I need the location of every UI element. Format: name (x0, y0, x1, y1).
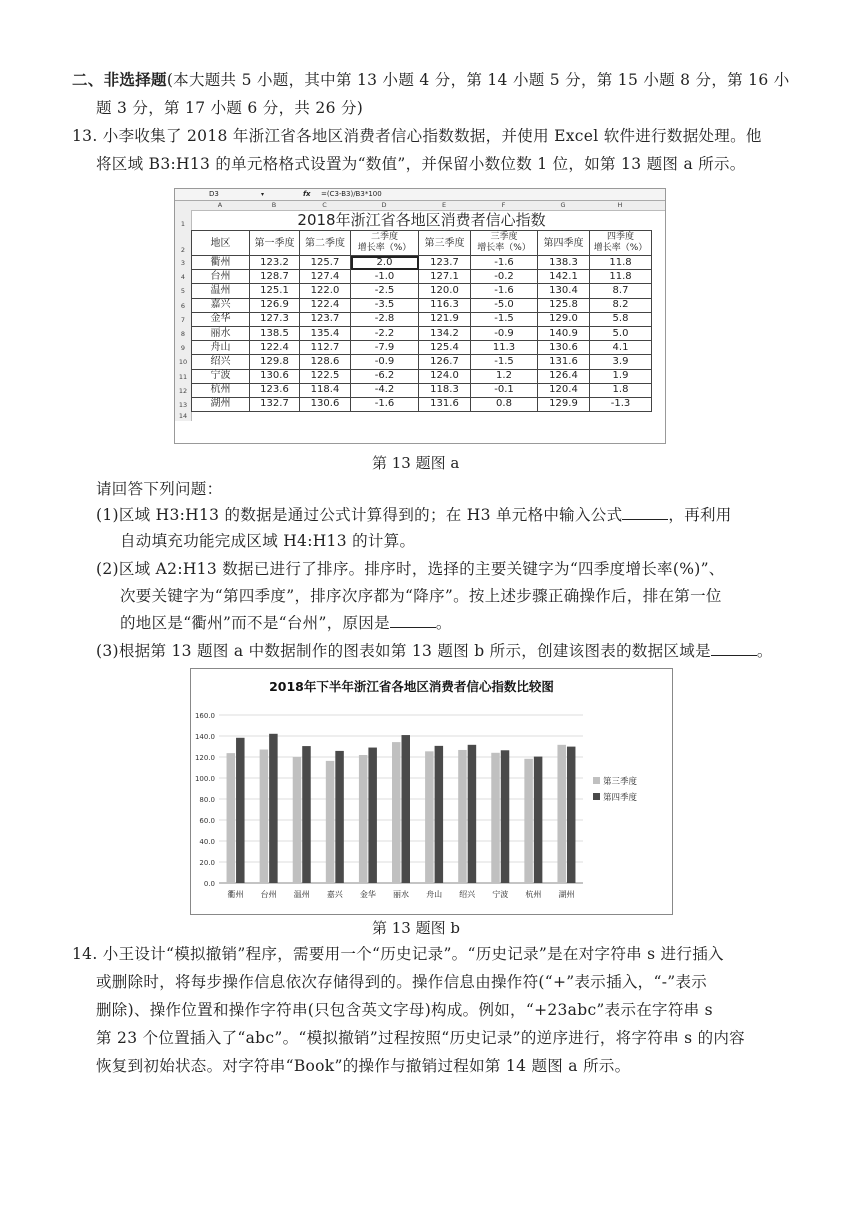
col-header: H (617, 201, 623, 209)
header-line: 增长率（%） (357, 243, 412, 253)
table-cell[interactable]: 金华 (192, 312, 250, 326)
q14-line3: 删除)、操作位置和操作字符串(只包含英文字母)构成。例如，“+23abc”表示在字符串 s (96, 1001, 713, 1019)
table-row (192, 355, 652, 369)
table-cell[interactable]: 126.4 (538, 369, 590, 383)
bar (458, 750, 467, 883)
table-cell[interactable]: 129.8 (250, 355, 300, 369)
table-row (192, 284, 652, 298)
legend-swatch (593, 777, 600, 784)
header-line: 三季度 (490, 232, 518, 242)
table-row (192, 326, 652, 340)
chart-title: 2018年下半年浙江省各地区消费者信心指数比较图 (269, 679, 554, 694)
q2-line3 (120, 611, 452, 633)
header-line: 增长率（%） (593, 243, 648, 253)
table-cell[interactable]: 5.8 (590, 312, 652, 326)
y-tick-label: 60.0 (199, 817, 215, 825)
legend-label: 第三季度 (603, 777, 638, 787)
bar (269, 734, 278, 883)
answer-blank-q1[interactable] (622, 505, 668, 520)
chevron-down-icon: ▾ (261, 191, 265, 198)
q1-line1 (96, 503, 732, 525)
table-row (192, 312, 652, 326)
bar (359, 755, 368, 883)
table-cell[interactable]: -5.0 (471, 298, 538, 312)
table-cell[interactable]: -7.9 (351, 341, 419, 355)
y-tick-label: 20.0 (199, 859, 215, 867)
x-tick-label: 嘉兴 (326, 890, 343, 899)
table-header-cell: 第一季度 (250, 231, 300, 256)
table-cell[interactable]: 120.0 (419, 284, 471, 298)
table-cell[interactable]: -0.9 (351, 355, 419, 369)
table-row (192, 256, 652, 270)
table-header-cell: 地区 (192, 231, 250, 256)
row-header: 14 (178, 412, 188, 421)
bar (302, 746, 311, 883)
q3-line1 (96, 639, 773, 661)
table-cell[interactable]: -1.6 (351, 397, 419, 411)
q2-line2: 次要关键字为“第四季度”，排序次序都为“降序”。按上述步骤正确操作后，排在第一位 (120, 587, 722, 605)
q3-text-a: (3)根据第 13 题图 a 中数据制作的图表如第 13 题图 b 所示，创建该图表的数据区域是 (96, 642, 711, 660)
section-header-text: (本大题共 5 小题，其中第 13 小题 4 分，第 14 小题 5 分，第 15 小题 8 分，第 16 小 (166, 71, 790, 89)
q2-text-d: 。 (435, 614, 452, 632)
bar (236, 738, 245, 883)
table-cell[interactable]: 1.8 (590, 383, 652, 397)
table-cell[interactable]: 127.3 (250, 312, 300, 326)
bar (293, 757, 302, 883)
table-cell[interactable]: 129.9 (538, 397, 590, 411)
bar (425, 751, 434, 883)
table-cell[interactable]: -1.0 (351, 270, 419, 284)
table-cell[interactable]: 杭州 (192, 383, 250, 397)
table-cell[interactable]: 123.6 (250, 383, 300, 397)
table-cell[interactable]: 140.9 (538, 326, 590, 340)
table-cell[interactable]: 112.7 (300, 341, 351, 355)
table-cell[interactable]: 127.1 (419, 270, 471, 284)
table-cell[interactable]: 135.4 (300, 326, 351, 340)
col-header: C (322, 201, 327, 209)
table-row (192, 270, 652, 284)
y-tick-label: 80.0 (199, 796, 215, 804)
y-tick-label: 160.0 (194, 712, 215, 720)
table-cell[interactable]: 1.9 (590, 369, 652, 383)
q14-line1: 14. 小王设计“模拟撤销”程序，需要用一个“历史记录”。“历史记录”是在对字符串 s 进行插入 (72, 945, 724, 963)
table-cell[interactable]: 118.3 (419, 383, 471, 397)
section-header-title: 二、非选择题 (72, 71, 167, 89)
table-cell[interactable]: 宁波 (192, 369, 250, 383)
table-cell[interactable]: -2.2 (351, 326, 419, 340)
x-tick-label: 绍兴 (459, 890, 476, 899)
y-tick-label: 140.0 (194, 733, 215, 741)
table-cell[interactable]: 125.8 (538, 298, 590, 312)
col-header: F (501, 201, 506, 209)
table-cell[interactable]: -1.6 (471, 284, 538, 298)
table-cell[interactable]: 125.4 (419, 341, 471, 355)
bar (227, 753, 236, 883)
table-cell[interactable]: 123.7 (300, 312, 351, 326)
table-header-cell (590, 231, 652, 256)
bar-chart (191, 669, 672, 914)
table-cell[interactable]: 130.6 (538, 341, 590, 355)
row-header: 9 (180, 344, 186, 353)
q13-line1: 13. 小李收集了 2018 年浙江省各地区消费者信心指数数据，并使用 Excel 软件进行数据处理。他 (72, 127, 762, 145)
col-header: B (271, 201, 277, 209)
col-header: A (217, 201, 223, 209)
bar (435, 746, 444, 883)
x-tick-label: 宁波 (492, 890, 509, 899)
bar (468, 745, 477, 883)
bar-chart-figure (190, 668, 673, 915)
row-header: 1 (180, 220, 186, 228)
table-row (192, 369, 652, 383)
table-body (192, 256, 652, 412)
table-cell[interactable]: -6.2 (351, 369, 419, 383)
q1-line2: 自动填充功能完成区域 H4:H13 的计算。 (120, 532, 416, 550)
table-cell[interactable]: 衢州 (192, 256, 250, 270)
bar (524, 759, 533, 883)
q14-line4: 第 23 个位置插入了“abc”。“模拟撤销”过程按照“历史记录”的逆序进行，将字符串 s 的内容 (96, 1029, 745, 1047)
header-line: 二季度 (370, 232, 398, 242)
y-tick-label: 40.0 (199, 838, 215, 846)
bar (557, 745, 566, 883)
table-cell[interactable]: 2.0 (351, 256, 419, 270)
table-row (192, 298, 652, 312)
table-cell[interactable]: 嘉兴 (192, 298, 250, 312)
table-cell[interactable]: 8.7 (590, 284, 652, 298)
figure-a-caption: 第 13 题图 a (372, 454, 460, 472)
table-cell[interactable]: -1.6 (471, 256, 538, 270)
legend-swatch (593, 793, 600, 800)
row-header: 4 (180, 273, 186, 282)
table-header-cell: 第四季度 (538, 231, 590, 256)
q14-line5: 恢复到初始状态。对字符串“Book”的操作与撤销过程如第 14 题图 a 所示。 (96, 1057, 631, 1075)
table-cell[interactable]: 125.1 (250, 284, 300, 298)
row-header: 6 (180, 301, 186, 310)
table-cell[interactable]: 11.3 (471, 341, 538, 355)
legend-label: 第四季度 (603, 793, 638, 803)
x-tick-label: 台州 (260, 890, 277, 899)
table-cell[interactable]: 温州 (192, 284, 250, 298)
table-cell[interactable]: 123.7 (419, 256, 471, 270)
table-row (192, 383, 652, 397)
y-tick-label: 100.0 (194, 775, 215, 783)
table-header-cell (351, 231, 419, 256)
table-cell[interactable]: 丽水 (192, 326, 250, 340)
col-header: D (381, 201, 387, 209)
table-cell[interactable]: -1.3 (590, 397, 652, 411)
table-cell[interactable]: 湖州 (192, 397, 250, 411)
q13-line2: 将区域 B3:H13 的单元格格式设置为“数值”，并保留小数位数 1 位，如第 13 题图 a 所示。 (96, 155, 746, 173)
table-cell[interactable]: -3.5 (351, 298, 419, 312)
table-cell[interactable]: 118.4 (300, 383, 351, 397)
table-cell[interactable]: 125.7 (300, 256, 351, 270)
table-row (192, 397, 652, 411)
x-tick-label: 杭州 (525, 890, 542, 899)
row-header: 2 (180, 246, 186, 254)
q2-text-c: 的地区是“衢州”而不是“台州”，原因是 (120, 614, 390, 632)
table-cell[interactable]: 130.6 (300, 397, 351, 411)
x-tick-label: 丽水 (393, 890, 409, 899)
fx-icon: fx (303, 190, 311, 198)
table-cell[interactable]: 120.4 (538, 383, 590, 397)
table-cell[interactable]: 130.4 (538, 284, 590, 298)
table-header-cell: 第二季度 (300, 231, 351, 256)
table-cell[interactable]: 142.1 (538, 270, 590, 284)
table-cell[interactable]: 131.6 (419, 397, 471, 411)
table-cell[interactable]: 134.2 (419, 326, 471, 340)
table-cell[interactable]: 138.3 (538, 256, 590, 270)
q1-text-b: ，再利用 (668, 506, 732, 524)
table-cell[interactable]: -2.5 (351, 284, 419, 298)
bar (491, 753, 500, 883)
table-cell[interactable]: 122.5 (300, 369, 351, 383)
q1-text-a: (1)区域 H3:H13 的数据是通过公式计算得到的；在 H3 单元格中输入公式 (96, 506, 623, 524)
bar (567, 747, 576, 883)
row-header: 13 (178, 400, 188, 409)
table-cell[interactable]: 130.6 (250, 369, 300, 383)
bar (501, 750, 510, 883)
bar (402, 735, 411, 883)
table-cell[interactable]: 1.2 (471, 369, 538, 383)
bar (392, 742, 401, 883)
y-tick-label: 120.0 (194, 754, 215, 762)
table-cell[interactable]: 127.4 (300, 270, 351, 284)
col-header: G (560, 201, 566, 209)
table-cell[interactable]: 台州 (192, 270, 250, 284)
table-cell[interactable]: 128.6 (300, 355, 351, 369)
table-header-cell (471, 231, 538, 256)
bar (335, 751, 344, 883)
bar (326, 761, 335, 883)
table-cell[interactable]: 121.9 (419, 312, 471, 326)
section-header (72, 68, 790, 90)
table-cell[interactable]: 11.8 (590, 270, 652, 284)
table-cell[interactable]: 122.4 (250, 341, 300, 355)
table-header-row (192, 231, 652, 256)
table-cell[interactable]: 0.8 (471, 397, 538, 411)
table-cell[interactable]: 123.2 (250, 256, 300, 270)
table-cell[interactable]: 11.8 (590, 256, 652, 270)
table-cell[interactable]: 绍兴 (192, 355, 250, 369)
bar (260, 750, 269, 883)
table-cell[interactable]: 122.0 (300, 284, 351, 298)
name-box: D3 (209, 190, 219, 198)
bar (534, 757, 543, 883)
x-tick-label: 湖州 (558, 890, 575, 899)
table-cell[interactable]: -0.9 (471, 326, 538, 340)
x-tick-label: 衢州 (227, 890, 244, 899)
table-cell[interactable]: 116.3 (419, 298, 471, 312)
formula-bar (175, 189, 665, 201)
header-line: 四季度 (606, 232, 634, 242)
row-headers (175, 210, 192, 421)
row-header: 5 (180, 287, 186, 296)
table-cell[interactable]: 3.9 (590, 355, 652, 369)
table-cell[interactable]: 132.7 (250, 397, 300, 411)
table-cell[interactable]: 124.0 (419, 369, 471, 383)
table-cell[interactable]: 129.0 (538, 312, 590, 326)
table-cell[interactable]: -1.5 (471, 355, 538, 369)
col-header: E (441, 201, 447, 209)
table-title: 2018年浙江省各地区消费者信心指数 (297, 211, 546, 229)
table-cell[interactable]: 126.9 (250, 298, 300, 312)
table-cell[interactable]: 122.4 (300, 298, 351, 312)
row-header: 7 (180, 315, 186, 324)
table-cell[interactable]: 126.7 (419, 355, 471, 369)
y-tick-label: 0.0 (203, 880, 215, 888)
x-tick-label: 温州 (293, 890, 310, 899)
table-cell[interactable]: 131.6 (538, 355, 590, 369)
answer-blank-q2[interactable] (390, 613, 436, 628)
x-tick-label: 金华 (359, 890, 376, 899)
header-line: 增长率（%） (477, 243, 531, 253)
table-row (192, 341, 652, 355)
table-cell[interactable]: 128.7 (250, 270, 300, 284)
table-cell[interactable]: -0.2 (471, 270, 538, 284)
table-cell[interactable]: 8.2 (590, 298, 652, 312)
questions-prompt: 请回答下列问题： (96, 480, 223, 498)
table-cell[interactable]: 舟山 (192, 341, 250, 355)
row-header: 3 (180, 259, 186, 267)
row-header: 12 (178, 386, 188, 395)
table-cell[interactable]: 5.0 (590, 326, 652, 340)
bar (368, 748, 377, 883)
row-header: 10 (178, 358, 188, 367)
table-cell[interactable]: 4.1 (590, 341, 652, 355)
table-cell[interactable]: 138.5 (250, 326, 300, 340)
table-header-cell: 第三季度 (419, 231, 471, 256)
answer-blank-q3[interactable] (711, 641, 757, 656)
data-table (191, 210, 652, 412)
table-cell[interactable]: -4.2 (351, 383, 419, 397)
table-cell[interactable]: -2.8 (351, 312, 419, 326)
row-header: 8 (180, 329, 186, 338)
q3-text-b: 。 (756, 642, 773, 660)
table-cell[interactable]: -0.1 (471, 383, 538, 397)
q14-line2: 或删除时，将每步操作信息依次存储得到的。操作信息由操作符(“+”表示插入，“-”表示 (96, 973, 708, 991)
section-header-cont: 题 3 分，第 17 小题 6 分，共 26 分) (96, 99, 364, 117)
formula-text: =(C3-B3)/B3*100 (321, 190, 382, 198)
spreadsheet-figure (174, 188, 666, 444)
table-cell[interactable]: -1.5 (471, 312, 538, 326)
q2-line1: (2)区域 A2:H13 数据已进行了排序。排序时，选择的主要关键字为“四季度增长率(%)”、 (96, 560, 725, 578)
row-header: 11 (178, 372, 188, 381)
x-tick-label: 舟山 (426, 890, 443, 899)
figure-b-caption: 第 13 题图 b (372, 919, 460, 937)
